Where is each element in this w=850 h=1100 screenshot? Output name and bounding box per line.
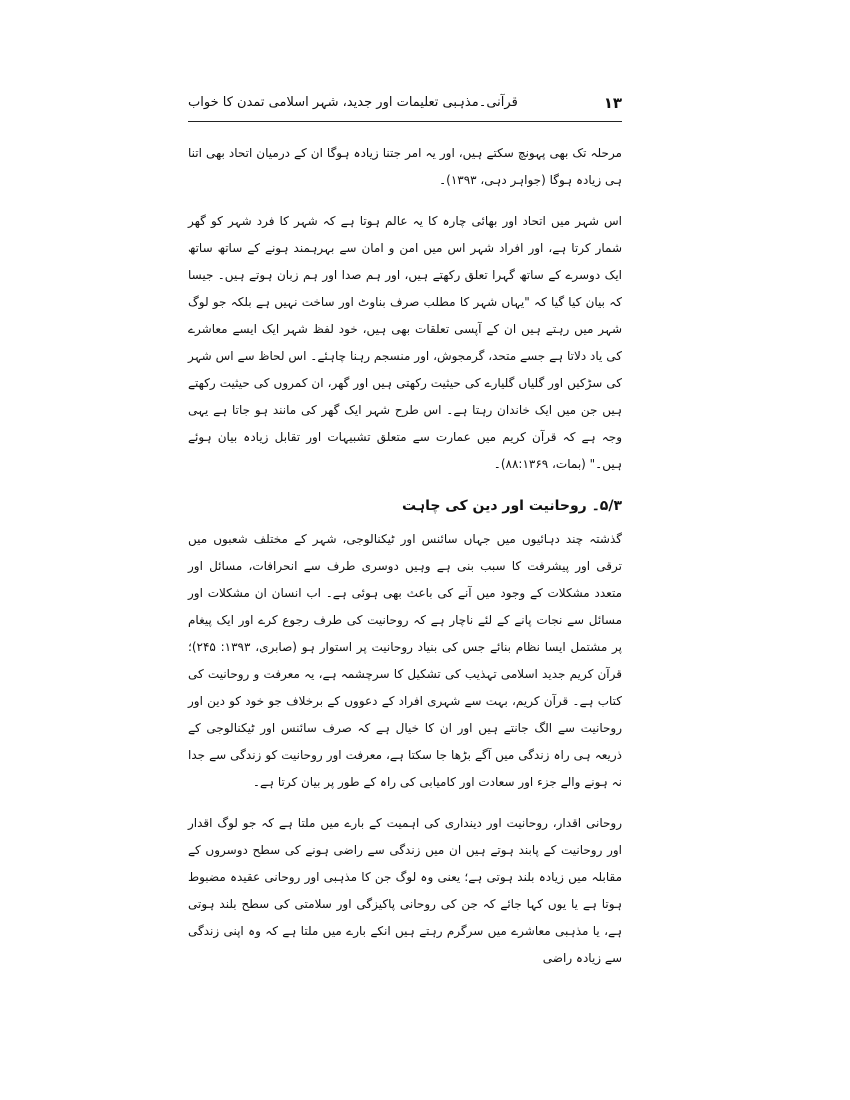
running-title: قرآنی۔مذہبی تعلیمات اور جدید، شہر اسلامی تمدن کا خواب (188, 95, 518, 110)
header-rule (188, 121, 622, 122)
paragraph: اس شہر میں اتحاد اور بھائی چارہ کا یہ عالم ہوتا ہے کہ شہر کا فرد شہر کو گھر شمار کرتا ہے، اور افراد شہر اس میں امن و امان سے بہرہمند ہونے کے ساتھ ساتھ ایک دوسرے کے ساتھ گہرا تعلق رکھتے ہیں، اور ہم صدا اور ہم زبان ہوتے ہیں۔ جیسا کہ بیان کیا گیا کہ "یہاں شہر کا مطلب صرف بناوٹ اور ساخت نہیں ہے بلکہ جو لوگ شہر میں رہتے ہیں ان کے آپسی تعلقات بھی ہیں، خود لفظ شہر ایک ایسے معاشرے کی یاد دلاتا ہے جسے متحد، گرمجوش، اور منسجم رہنا چاہئے۔ اس لحاظ سے اس شہر کی سڑکیں اور گلیاں گلیارے کی حیثیت رکھتی ہیں اور گھر، ان کمروں کی حیثیت رکھتے ہیں جن میں ایک خاندان رہتا ہے۔ اس طرح شہر ایک گھر کی مانند ہو جاتا ہے یہی وجہ ہے کہ قرآن کریم میں عمارت سے متعلق تشبیہات اور تقابل زیادہ بیان ہوئے ہیں۔" (بمات، ۸۸:۱۳۶۹)۔ (188, 214, 622, 471)
page-header (188, 94, 622, 116)
page-number: ۱۳ (603, 94, 622, 112)
paragraph: مرحلہ تک بھی پہونچ سکتے ہیں، اور یہ امر جتنا زیادہ ہوگا ان کے درمیان اتحاد بھی اتنا ہی زیادہ ہوگا (جواہر دہی، ۱۳۹۳)۔ (188, 146, 622, 187)
section-heading: ۵/۳۔ روحانیت اور دین کی چاہت (402, 498, 622, 514)
paragraph: روحانی اقدار، روحانیت اور دینداری کی اہمیت کے بارے میں ملتا ہے کہ جو لوگ اقدار اور روحانیت کے پابند ہوتے ہیں ان میں زندگی سے راضی ہونے کی سطح دوسروں کے مقابلہ میں زیادہ بلند ہوتی ہے؛ یعنی وہ لوگ جن کا مذہبی اور روحانی عقیدہ مضبوط ہوتا ہے یا یوں کہا جائے کہ جن کی روحانی پاکیزگی اور سلامتی کی سطح بلند ہوتی ہے، یا مذہبی معاشرے میں سرگرم رہتے ہیں انکے بارے میں ملتا ہے کہ وہ اپنی زندگی سے زیادہ راضی (188, 816, 622, 965)
page-body (188, 140, 622, 986)
paragraph: گذشتہ چند دہائیوں میں جہاں سائنس اور ٹیکنالوجی، شہر کے مختلف شعبوں میں ترقی اور پیشرفت کا سبب بنی ہے وہیں دوسری طرف سے انحرافات، مسائل اور متعدد مشکلات کے وجود میں آنے کی باعث بھی ہوئی ہے۔ اب انسان ان مشکلات اور مسائل سے نجات پانے کے لئے ناچار ہے کہ روحانیت کی طرف رجوع کرے اور ایک پیغام پر مشتمل ایسا نظام بنائے جس کی بنیاد روحانیت پر استوار ہو (صابری، ۱۳۹۳: ۲۴۵)؛ قرآن کریم جدید اسلامی تہذیب کی تشکیل کا سرچشمہ ہے، یہ معرفت و روحانیت کی کتاب ہے۔ قرآن کریم، بہت سے شہری افراد کے دعووں کے برخلاف جو خود کو دین اور روحانیت سے الگ جانتے ہیں اور ان کا خیال ہے کہ صرف سائنس اور ٹیکنالوجی کے ذریعہ ہی راہ زندگی میں آگے بڑھا جا سکتا ہے، معرفت اور روحانیت کو زندگی سے جدا نہ ہونے والے جزء اور سعادت اور کامیابی کی راہ کے طور پر بیان کرتا ہے۔ (188, 532, 623, 789)
